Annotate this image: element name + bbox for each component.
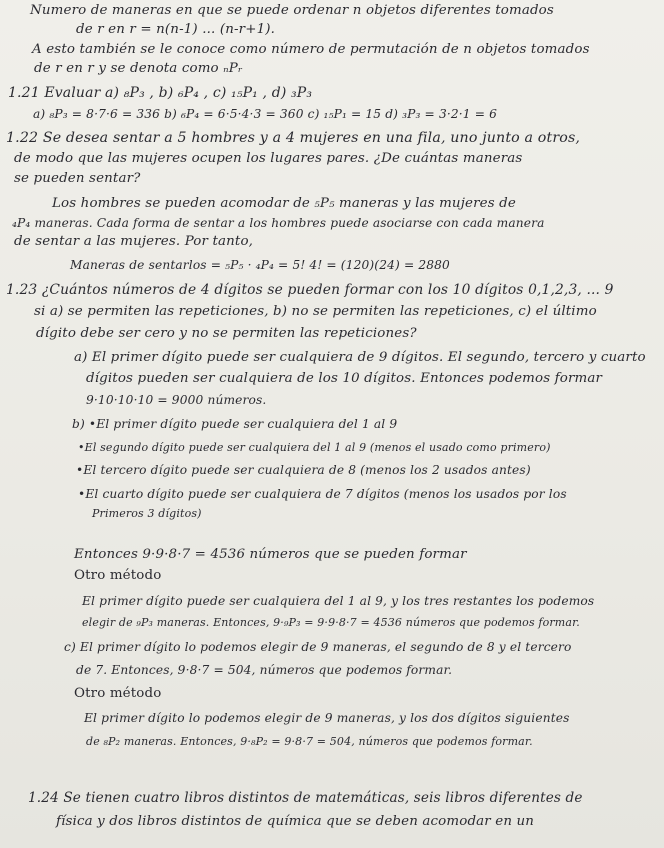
part-a-line-1: a) El primer dígito puede ser cualquiera de 9 dígitos. El segundo, tercero y cuarto (74, 350, 646, 365)
problem-1-23-line-2: si a) se permiten las repeticiones, b) no se permiten las repeticiones, c) el último (34, 304, 597, 319)
part-b-bullet-3: •El tercero dígito puede ser cualquiera de 8 (menos los 2 usados antes) (76, 463, 531, 477)
part-b-result: Entonces 9·9·8·7 = 4536 números que se pueden formar (74, 547, 467, 562)
part-a-line-2: dígitos pueden ser cualquiera de los 10 dígitos. Entonces podemos formar (86, 371, 603, 386)
intro-line-4: de r en r y se denota como ₙPᵣ (34, 61, 243, 76)
problem-1-22-line-2: de modo que las mujeres ocupen los lugares pares. ¿De cuántas maneras (14, 151, 523, 166)
part-c-alt-line-1: El primer dígito lo podemos elegir de 9 maneras, y los dos dígitos siguientes (84, 711, 570, 725)
part-b-bullet-4-cont: Primeros 3 dígitos) (92, 507, 202, 520)
problem-1-24-line-1: 1.24 Se tienen cuatro libros distintos de matemáticas, seis libros diferentes de (28, 790, 583, 806)
part-c-line-1: c) El primer dígito lo podemos elegir de 9 maneras, el segundo de 8 y el tercero (64, 640, 572, 654)
problem-1-21-heading: 1.21 Evaluar a) ₈P₃ , b) ₆P₄ , c) ₁₅P₁ , d) ₃P₃ (8, 85, 313, 101)
part-b-bullet-4: •El cuarto dígito puede ser cualquiera de 7 dígitos (menos los usados por los (78, 487, 567, 501)
problem-1-22-line-3: se pueden sentar? (14, 171, 141, 186)
part-b-alt-line-2: elegir de ₉P₃ maneras. Entonces, 9·₉P₃ = 9·9·8·7 = 4536 números que podemos formar. (82, 616, 580, 629)
part-b-other-method: Otro método (74, 568, 162, 583)
part-a-line-3: 9·10·10·10 = 9000 números. (86, 393, 267, 407)
problem-1-23-line-3: dígito debe ser cero y no se permiten las repeticiones? (36, 326, 417, 341)
solution-1-22-result: Maneras de sentarlos = ₅P₅ · ₄P₄ = 5! 4! = (120)(24) = 2880 (70, 258, 450, 272)
solution-1-22-line-2: ₄P₄ maneras. Cada forma de sentar a los hombres puede asociarse con cada manera (12, 216, 545, 230)
solution-1-22-line-1: Los hombres se pueden acomodar de ₅P₅ maneras y las mujeres de (52, 196, 516, 211)
intro-line-1: Numero de maneras en que se puede ordenar n objetos diferentes tomados (30, 3, 554, 18)
solution-1-22-line-3: de sentar a las mujeres. Por tanto, (14, 234, 254, 249)
part-c-line-2: de 7. Entonces, 9·8·7 = 504, números que podemos formar. (76, 663, 453, 677)
problem-1-23-line-1: 1.23 ¿Cuántos números de 4 dígitos se pueden formar con los 10 dígitos 0,1,2,3, ... 9 (6, 282, 614, 298)
intro-line-3: A esto también se le conoce como número de permutación de n objetos tomados (32, 42, 590, 57)
part-c-other-method: Otro método (74, 686, 162, 701)
problem-1-24-line-2: física y dos libros distintos de química que se deben acomodar en un (56, 814, 535, 829)
part-b-bullet-1: b) •El primer dígito puede ser cualquiera del 1 al 9 (72, 417, 398, 431)
part-b-alt-line-1: El primer dígito puede ser cualquiera del 1 al 9, y los tres restantes los podemos (82, 594, 595, 608)
intro-line-2: de r en r = n(n-1) ... (n-r+1). (76, 22, 276, 37)
part-b-bullet-2: •El segundo dígito puede ser cualquiera del 1 al 9 (menos el usado como primero) (78, 441, 551, 454)
problem-1-22-line-1: 1.22 Se desea sentar a 5 hombres y a 4 mujeres en una fila, uno junto a otros, (6, 130, 581, 146)
part-c-alt-line-2: de ₈P₂ maneras. Entonces, 9·₈P₂ = 9·8·7 = 504, números que podemos formar. (86, 735, 533, 748)
problem-1-21-answers: a) ₈P₃ = 8·7·6 = 336 b) ₆P₄ = 6·5·4·3 = 360 c) ₁₅P₁ = 15 d) ₃P₃ = 3·2·1 = 6 (33, 107, 498, 121)
